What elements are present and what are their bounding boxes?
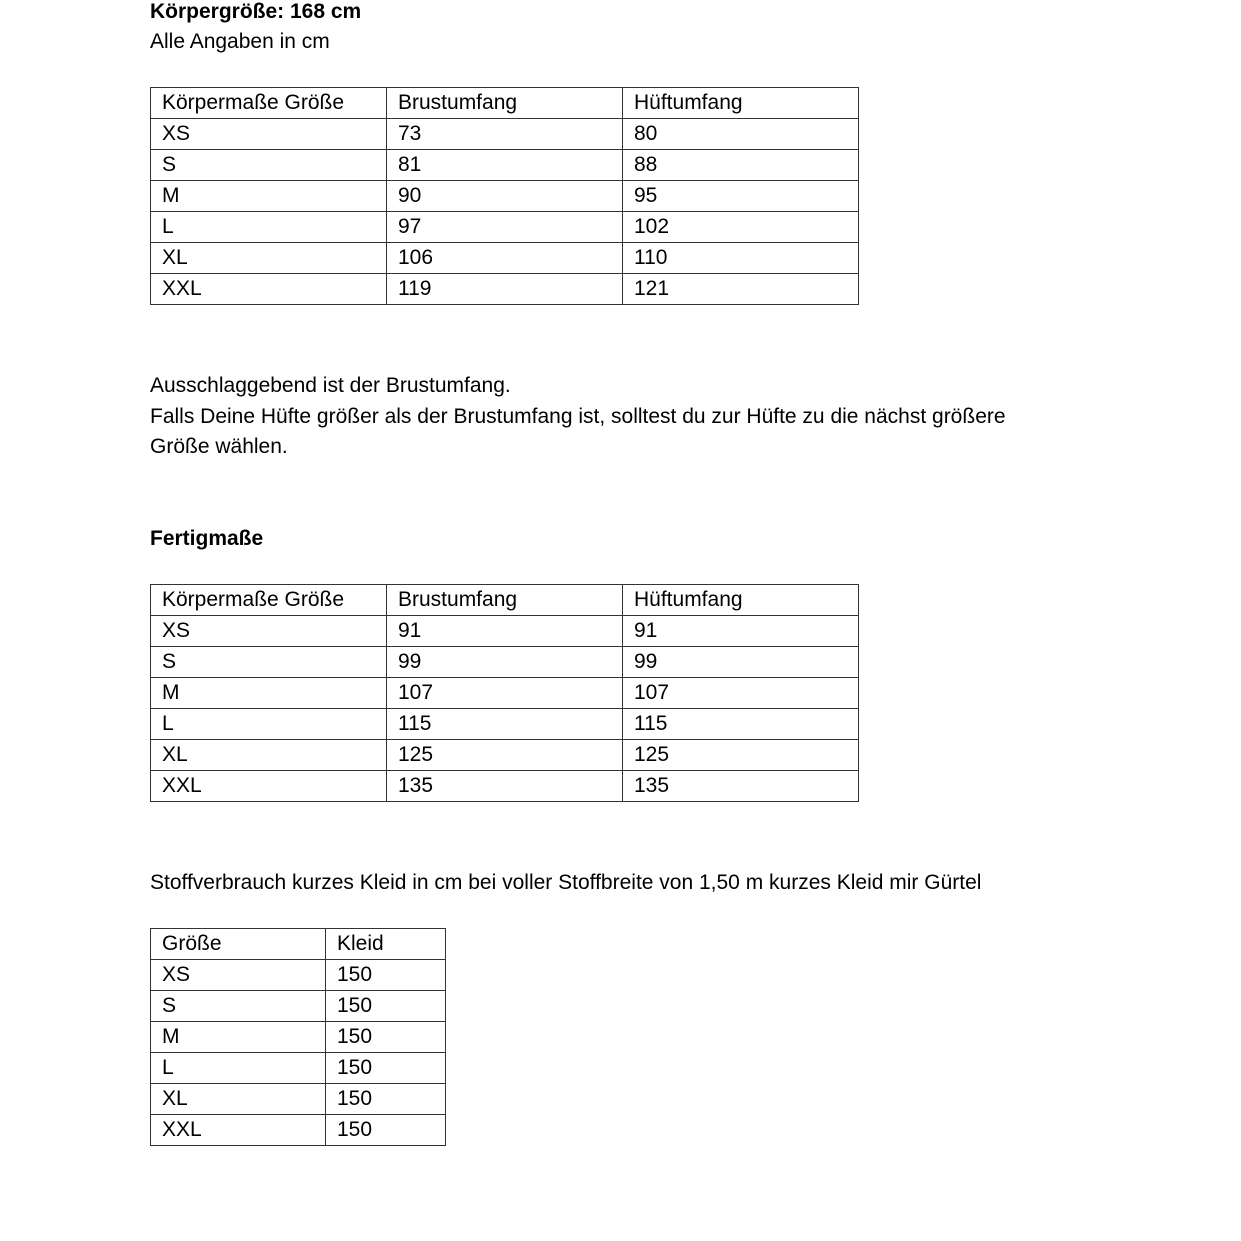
table-cell: 125	[623, 740, 859, 771]
table-cell: 135	[387, 771, 623, 802]
table-row	[151, 150, 859, 181]
table-cell: 107	[623, 678, 859, 709]
table-row	[151, 181, 859, 212]
table-cell: 110	[623, 243, 859, 274]
table-cell: 73	[387, 119, 623, 150]
table-cell: S	[151, 647, 387, 678]
table-cell: XS	[151, 960, 326, 991]
table-cell: 119	[387, 274, 623, 305]
table-row	[151, 1022, 446, 1053]
table-cell: 150	[326, 1022, 446, 1053]
table-cell: L	[151, 709, 387, 740]
table-row	[151, 119, 859, 150]
table-cell: 150	[326, 1053, 446, 1084]
advice-line-3: Größe wählen.	[150, 435, 288, 458]
table-row	[151, 709, 859, 740]
table-cell: 88	[623, 150, 859, 181]
column-header: Hüftumfang	[623, 585, 859, 616]
table-cell: 150	[326, 991, 446, 1022]
table-cell: M	[151, 181, 387, 212]
table-cell: 107	[387, 678, 623, 709]
table-row	[151, 647, 859, 678]
table-cell: 90	[387, 181, 623, 212]
table-cell: 150	[326, 1115, 446, 1146]
page-heading: Körpergröße: 168 cm	[150, 0, 362, 23]
table-cell: 150	[326, 960, 446, 991]
table-cell: XXL	[151, 771, 387, 802]
table-header-row	[151, 929, 446, 960]
table-cell: L	[151, 212, 387, 243]
fabric-usage-text: Stoffverbrauch kurzes Kleid in cm bei voller Stoffbreite von 1,50 m kurzes Kleid mir Gürtel	[150, 871, 982, 894]
column-header: Brustumfang	[387, 585, 623, 616]
table-cell: XL	[151, 243, 387, 274]
column-header: Größe	[151, 929, 326, 960]
table-row	[151, 991, 446, 1022]
table-cell: S	[151, 150, 387, 181]
table-cell: 80	[623, 119, 859, 150]
table-header-row	[151, 88, 859, 119]
table-row	[151, 212, 859, 243]
table-cell: 99	[623, 647, 859, 678]
column-header: Kleid	[326, 929, 446, 960]
table-row	[151, 1115, 446, 1146]
table-cell: 91	[623, 616, 859, 647]
body-measurements-table	[150, 87, 859, 305]
column-header: Körpermaße Größe	[151, 585, 387, 616]
column-header: Hüftumfang	[623, 88, 859, 119]
table-cell: XS	[151, 119, 387, 150]
table-row	[151, 771, 859, 802]
table-header-row	[151, 585, 859, 616]
column-header: Körpermaße Größe	[151, 88, 387, 119]
table-cell: XXL	[151, 274, 387, 305]
table-cell: 125	[387, 740, 623, 771]
table-cell: 121	[623, 274, 859, 305]
table-cell: XL	[151, 1084, 326, 1115]
table-cell: 102	[623, 212, 859, 243]
table-cell: 81	[387, 150, 623, 181]
table-cell: 106	[387, 243, 623, 274]
table-cell: 135	[623, 771, 859, 802]
table-cell: XXL	[151, 1115, 326, 1146]
table-row	[151, 1084, 446, 1115]
table-cell: 95	[623, 181, 859, 212]
table-cell: M	[151, 678, 387, 709]
table-cell: S	[151, 991, 326, 1022]
table-row	[151, 960, 446, 991]
table-cell: 97	[387, 212, 623, 243]
table-cell: 115	[387, 709, 623, 740]
table-cell: 115	[623, 709, 859, 740]
table-cell: M	[151, 1022, 326, 1053]
table-cell: 99	[387, 647, 623, 678]
advice-line-1: Ausschlaggebend ist der Brustumfang.	[150, 374, 511, 397]
table-row	[151, 616, 859, 647]
table-row	[151, 274, 859, 305]
column-header: Brustumfang	[387, 88, 623, 119]
table-cell: XS	[151, 616, 387, 647]
table-cell: XL	[151, 740, 387, 771]
table-row	[151, 678, 859, 709]
table-cell: 91	[387, 616, 623, 647]
table-cell: L	[151, 1053, 326, 1084]
advice-line-2: Falls Deine Hüfte größer als der Brustumfang ist, solltest du zur Hüfte zu die nächst größere	[150, 405, 1006, 428]
table-row	[151, 1053, 446, 1084]
table-row	[151, 243, 859, 274]
finished-measurements-table	[150, 584, 859, 802]
unit-note: Alle Angaben in cm	[150, 30, 330, 53]
finished-heading: Fertigmaße	[150, 527, 264, 550]
table-cell: 150	[326, 1084, 446, 1115]
fabric-usage-table	[150, 928, 446, 1146]
table-row	[151, 740, 859, 771]
